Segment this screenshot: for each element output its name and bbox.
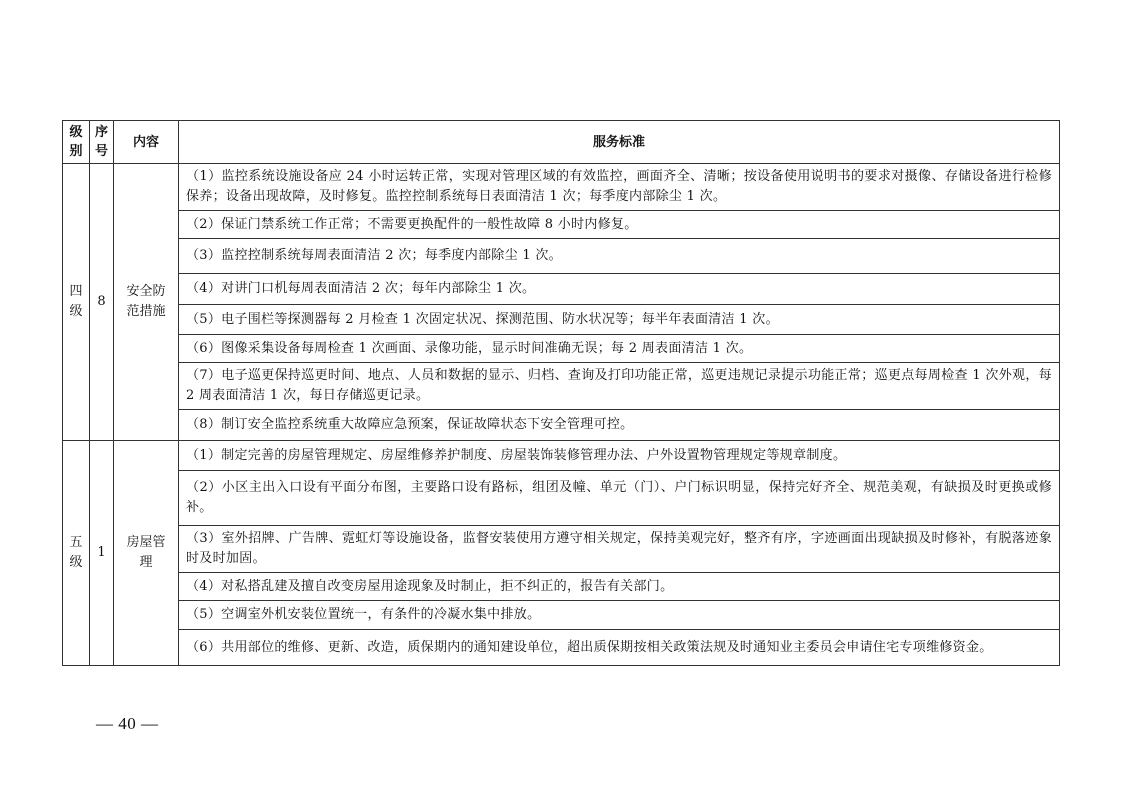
standard-item: （2）小区主出入口设有平面分布图，主要路口设有路标，组团及幢、单元（门）、户门标识明显，保持完好齐全、规范美观，有缺损及时更换或修补。 bbox=[179, 471, 1060, 526]
table-row bbox=[63, 601, 1060, 630]
standard-item: （6）共用部位的维修、更新、改造，质保期内的通知建设单位，超出质保期按相关政策法规及时通知业主委员会申请住宅专项维修资金。 bbox=[179, 630, 1060, 666]
header-number bbox=[90, 121, 114, 164]
service-standard-table bbox=[62, 120, 1060, 666]
table-row bbox=[63, 335, 1060, 363]
group-level-cell bbox=[63, 164, 90, 441]
header-standard: 服务标准 bbox=[179, 121, 1060, 164]
group-level-char-2: 级 bbox=[69, 304, 83, 319]
table-row bbox=[63, 305, 1060, 335]
header-level bbox=[63, 121, 90, 164]
standard-item: （2）保证门禁系统工作正常；不需要更换配件的一般性故障 8 小时内修复。 bbox=[179, 211, 1060, 239]
standard-item: （7）电子巡更保持巡更时间、地点、人员和数据的显示、归档、查询及打印功能正常，巡更违规记录提示功能正常；巡更点每周检查 1 次外观，每 2 周表面清洁 1 次，每日存储巡更记录。 bbox=[179, 363, 1060, 410]
standard-item: （3）监控控制系统每周表面清洁 2 次；每季度内部除尘 1 次。 bbox=[179, 239, 1060, 274]
table-row bbox=[63, 526, 1060, 573]
group-number-cell: 1 bbox=[90, 441, 114, 666]
table-header-row bbox=[63, 121, 1060, 164]
table-row bbox=[63, 471, 1060, 526]
table-row bbox=[63, 274, 1060, 305]
group-content-line-1: 安全防 bbox=[126, 284, 166, 299]
group-content-line-1: 房屋管 bbox=[126, 535, 166, 550]
table-row bbox=[63, 630, 1060, 666]
header-level-char-2: 别 bbox=[69, 144, 83, 159]
group-content-line-2: 理 bbox=[139, 555, 153, 570]
standard-item: （3）室外招牌、广告牌、霓虹灯等设施设备，监督安装使用方遵守相关规定，保持美观完好，整齐有序，字迹画面出现缺损及时修补，有脱落迹象时及时加固。 bbox=[179, 526, 1060, 573]
table-row bbox=[63, 164, 1060, 211]
standard-item: （8）制订安全监控系统重大故障应急预案，保证故障状态下安全管理可控。 bbox=[179, 410, 1060, 441]
group-level-char-2: 级 bbox=[69, 555, 83, 570]
table-row bbox=[63, 239, 1060, 274]
group-number-cell: 8 bbox=[90, 164, 114, 441]
standard-item: （1）制定完善的房屋管理规定、房屋维修养护制度、房屋装饰装修管理办法、户外设置物管理规定等规章制度。 bbox=[179, 441, 1060, 471]
table-row bbox=[63, 211, 1060, 239]
table-row bbox=[63, 410, 1060, 441]
standard-item: （5）空调室外机安装位置统一，有条件的冷凝水集中排放。 bbox=[179, 601, 1060, 630]
group-content-cell bbox=[114, 441, 179, 666]
header-number-char-1: 序 bbox=[94, 125, 108, 140]
group-level-char-1: 四 bbox=[69, 284, 83, 299]
table-row bbox=[63, 441, 1060, 471]
table-row bbox=[63, 363, 1060, 410]
table-row bbox=[63, 573, 1060, 601]
standard-item: （4）对讲门口机每周表面清洁 2 次；每年内部除尘 1 次。 bbox=[179, 274, 1060, 305]
standard-item: （4）对私搭乱建及擅自改变房屋用途现象及时制止，拒不纠正的，报告有关部门。 bbox=[179, 573, 1060, 601]
standard-item: （1）监控系统设施设备应 24 小时运转正常，实现对管理区域的有效监控，画面齐全、清晰；按设备使用说明书的要求对摄像、存储设备进行检修保养；设备出现故障，及时修复。监控控制系统每日表面清洁 1 次；每季度内部除尘 1 次。 bbox=[179, 164, 1060, 211]
group-level-char-1: 五 bbox=[69, 535, 83, 550]
group-content-line-2: 范措施 bbox=[126, 304, 166, 319]
header-content: 内容 bbox=[114, 121, 179, 164]
header-number-char-2: 号 bbox=[94, 144, 108, 159]
group-level-cell bbox=[63, 441, 90, 666]
standard-item: （5）电子围栏等探测器每 2 月检查 1 次固定状况、探测范围、防水状况等；每半年表面清洁 1 次。 bbox=[179, 305, 1060, 335]
page-number: — 40 — bbox=[96, 714, 159, 733]
standard-item: （6）图像采集设备每周检查 1 次画面、录像功能，显示时间准确无误；每 2 周表面清洁 1 次。 bbox=[179, 335, 1060, 363]
group-content-cell bbox=[114, 164, 179, 441]
header-level-char-1: 级 bbox=[69, 125, 83, 140]
